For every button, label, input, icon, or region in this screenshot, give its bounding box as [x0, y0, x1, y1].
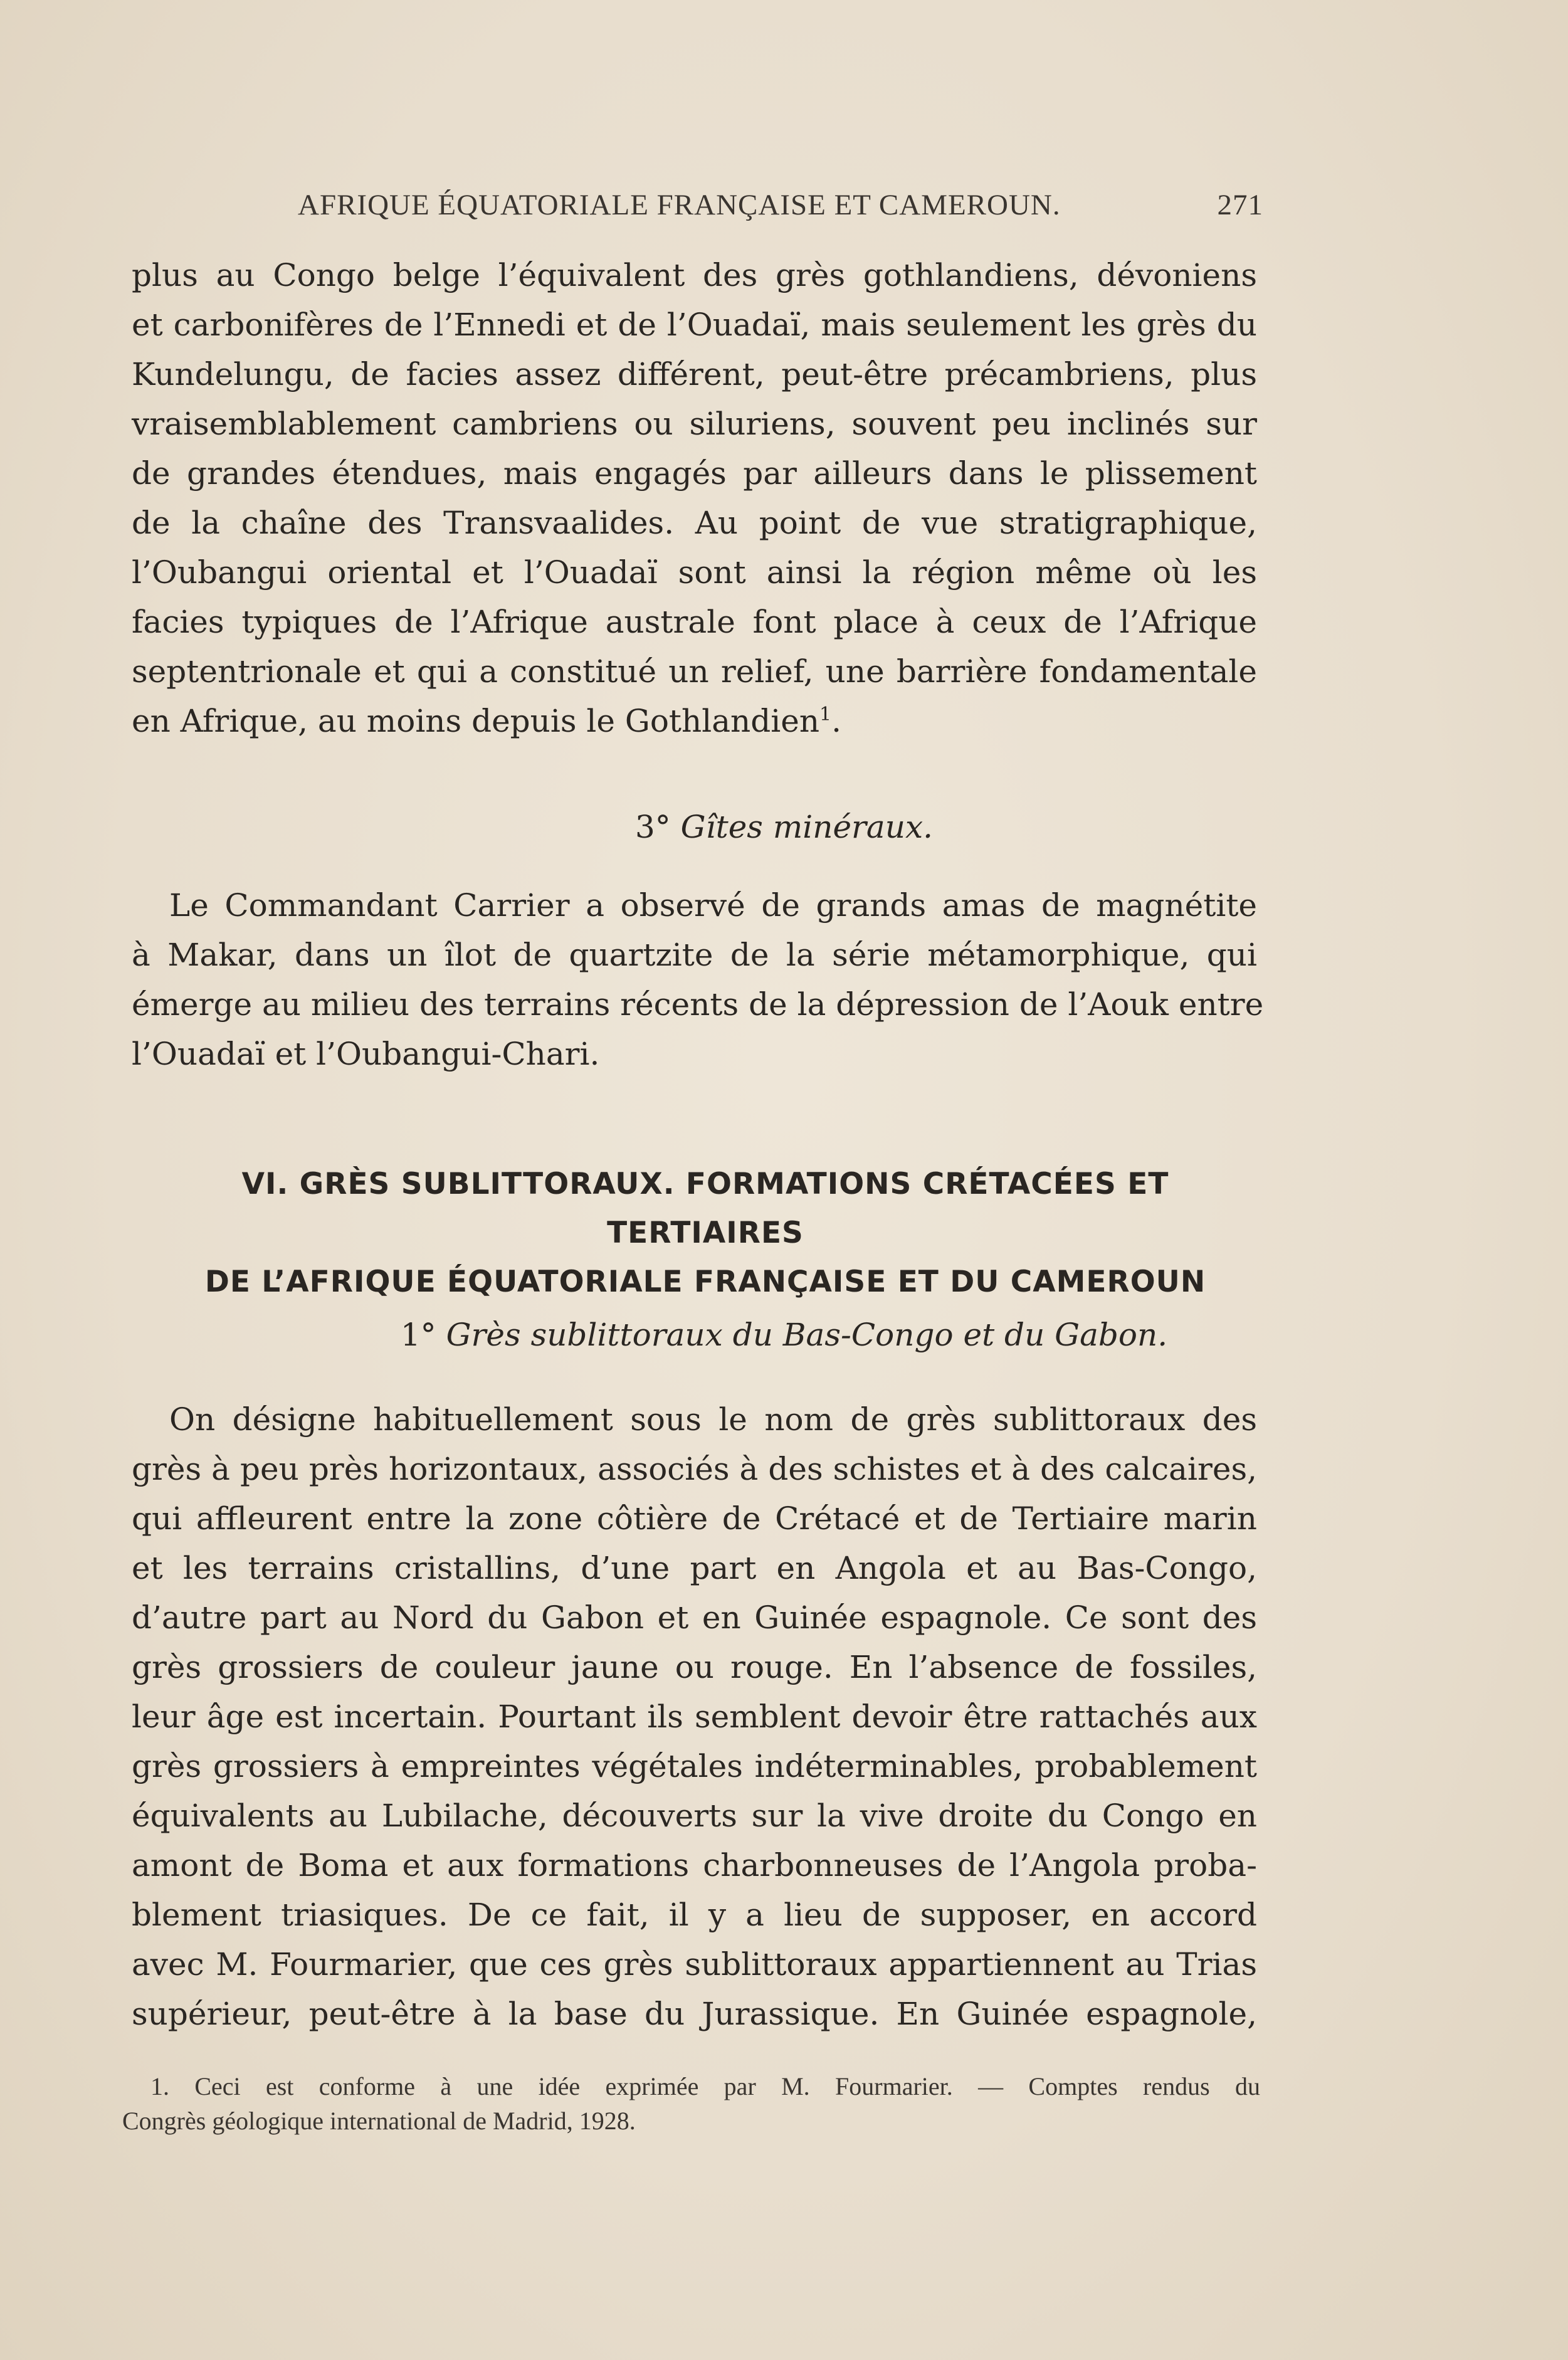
text-line: d’autre part au Nord du Gabon et en Guinée espagnole. Ce sont des [132, 1599, 1257, 1636]
section-heading-text: Gîtes minéraux. [680, 809, 934, 845]
final-period: . [831, 703, 842, 739]
text-line: Le Commandant Carrier a observé de grands amas de magnétite [169, 887, 1257, 924]
text-line: avec M. Fourmarier, que ces grès sublittoraux appartiennent au Trias [132, 1946, 1257, 1983]
text-line: Kundelungu, de facies assez différent, peut-être précambriens, plus [132, 356, 1257, 392]
page-header [298, 188, 1263, 232]
text-line-last [132, 697, 1257, 746]
section-number: 1° [400, 1317, 436, 1353]
text-line: grès à peu près horizontaux, associés à des schistes et à des calcaires, [132, 1451, 1257, 1487]
text-line: équivalents au Lubilache, découverts sur la vive droite du Congo en [132, 1798, 1257, 1834]
text-line: à Makar, dans un îlot de quartzite de la série métamorphique, qui [132, 937, 1257, 973]
page-number: 271 [1217, 189, 1263, 221]
paragraph-3 [132, 1395, 1257, 2039]
text-line: vraisemblablement cambriens ou siluriens, souvent peu inclinés sur [132, 406, 1257, 442]
text-line-content: en Afrique, au moins depuis le Gothlandien [132, 703, 820, 739]
footnote [122, 2069, 1260, 2138]
chapter-heading [157, 1160, 1254, 1307]
chapter-heading-line-1: VI. GRÈS SUBLITTORAUX. FORMATIONS CRÉTACÉES ET TERTIAIRES [241, 1167, 1169, 1250]
section-title-gres [0, 1317, 1568, 1353]
paragraph-2 [132, 881, 1264, 1079]
text-line: qui affleurent entre la zone côtière de Crétacé et de Tertiaire marin [132, 1500, 1257, 1537]
text-line: et carbonifères de l’Ennedi et de l’Ouadaï, mais seulement les grès du [132, 307, 1257, 343]
chapter-heading-line-2: DE L’AFRIQUE ÉQUATORIALE FRANÇAISE ET DU CAMEROUN [204, 1265, 1206, 1299]
text-line: plus au Congo belge l’équivalent des grès gothlandiens, dévoniens [132, 257, 1257, 293]
text-line: leur âge est incertain. Pourtant ils semblent devoir être rattachés aux [132, 1699, 1257, 1735]
section-heading-text: Grès sublittoraux du Bas-Congo et du Gabon. [446, 1317, 1168, 1353]
text-line: supérieur, peut-être à la base du Jurassique. En Guinée espagnole, [132, 1996, 1257, 2032]
text-line: amont de Boma et aux formations charbonneuses de l’Angola proba- [132, 1847, 1257, 1883]
text-line-last: l’Ouadaï et l’Oubangui-Chari. [132, 1036, 600, 1072]
footnote-reference: 1 [819, 703, 832, 725]
paragraph-1 [132, 251, 1257, 746]
text-line: facies typiques de l’Afrique australe font place à ceux de l’Afrique [132, 604, 1257, 640]
footnote-line-1: 1. Ceci est conforme à une idée exprimée par M. Fourmarier. — Comptes rendus du [150, 2072, 1260, 2100]
running-title: AFRIQUE ÉQUATORIALE FRANÇAISE ET CAMEROUN. [298, 189, 1061, 221]
text-line: grès grossiers à empreintes végétales indéterminables, probablement [132, 1748, 1257, 1784]
text-line: de la chaîne des Transvaalides. Au point de vue stratigraphique, [132, 505, 1257, 541]
text-line: septentrionale et qui a constitué un relief, une barrière fondamentale [132, 653, 1257, 690]
text-line: On désigne habituellement sous le nom de grès sublittoraux des [169, 1401, 1257, 1438]
text-line: de grandes étendues, mais engagés par ailleurs dans le plissement [132, 455, 1257, 492]
text-line: blement triasiques. De ce fait, il y a lieu de supposer, en accord [132, 1897, 1257, 1933]
text-line: l’Oubangui oriental et l’Ouadaï sont ainsi la région même où les [132, 554, 1257, 591]
footnote-line-2: Congrès géologique international de Madrid, 1928. [122, 2107, 636, 2135]
text-line: et les terrains cristallins, d’une part en Angola et au Bas-Congo, [132, 1550, 1257, 1586]
text-line: émerge au milieu des terrains récents de la dépression de l’Aouk entre [132, 986, 1264, 1023]
section-number: 3° [634, 809, 671, 845]
text-line: grès grossiers de couleur jaune ou rouge. En l’absence de fossiles, [132, 1649, 1257, 1685]
section-title-gites [0, 809, 1568, 845]
